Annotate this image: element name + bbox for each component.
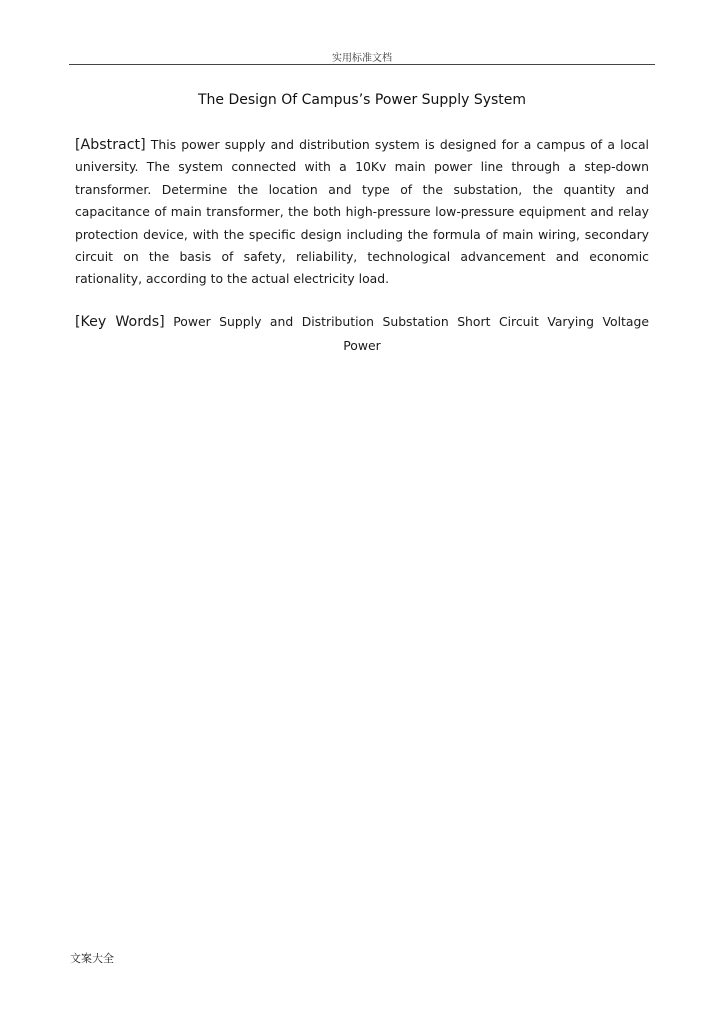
- header-divider: [69, 64, 655, 65]
- abstract-label: [Abstract]: [75, 137, 146, 153]
- keywords-paragraph: [75, 311, 649, 333]
- document-title: The Design Of Campus’s Power Supply System: [197, 92, 527, 108]
- abstract-text: This power supply and distribution system is designed for a campus of a local university. The system connected with a 10Kv main power line through a step-down transformer. Determine the location and type of the substation, the quantity and capacitance of main transformer, the both high-pressure low-pressure equipment and relay protection device, with the specific design including the formula of main wiring, secondary circuit on the basis of safety, reliability, technological advancement and economic rationality, according to the actual electricity load.: [75, 137, 649, 287]
- page-footer: 文案大全: [70, 952, 114, 965]
- keywords-continuation: Power: [343, 338, 381, 353]
- page-header: 实用标准文档: [332, 53, 392, 64]
- keywords-line: Power Supply and Distribution Substation Short Circuit Varying Voltage: [173, 314, 649, 329]
- abstract-paragraph: [75, 134, 649, 291]
- keywords-label: [Key Words]: [75, 314, 165, 330]
